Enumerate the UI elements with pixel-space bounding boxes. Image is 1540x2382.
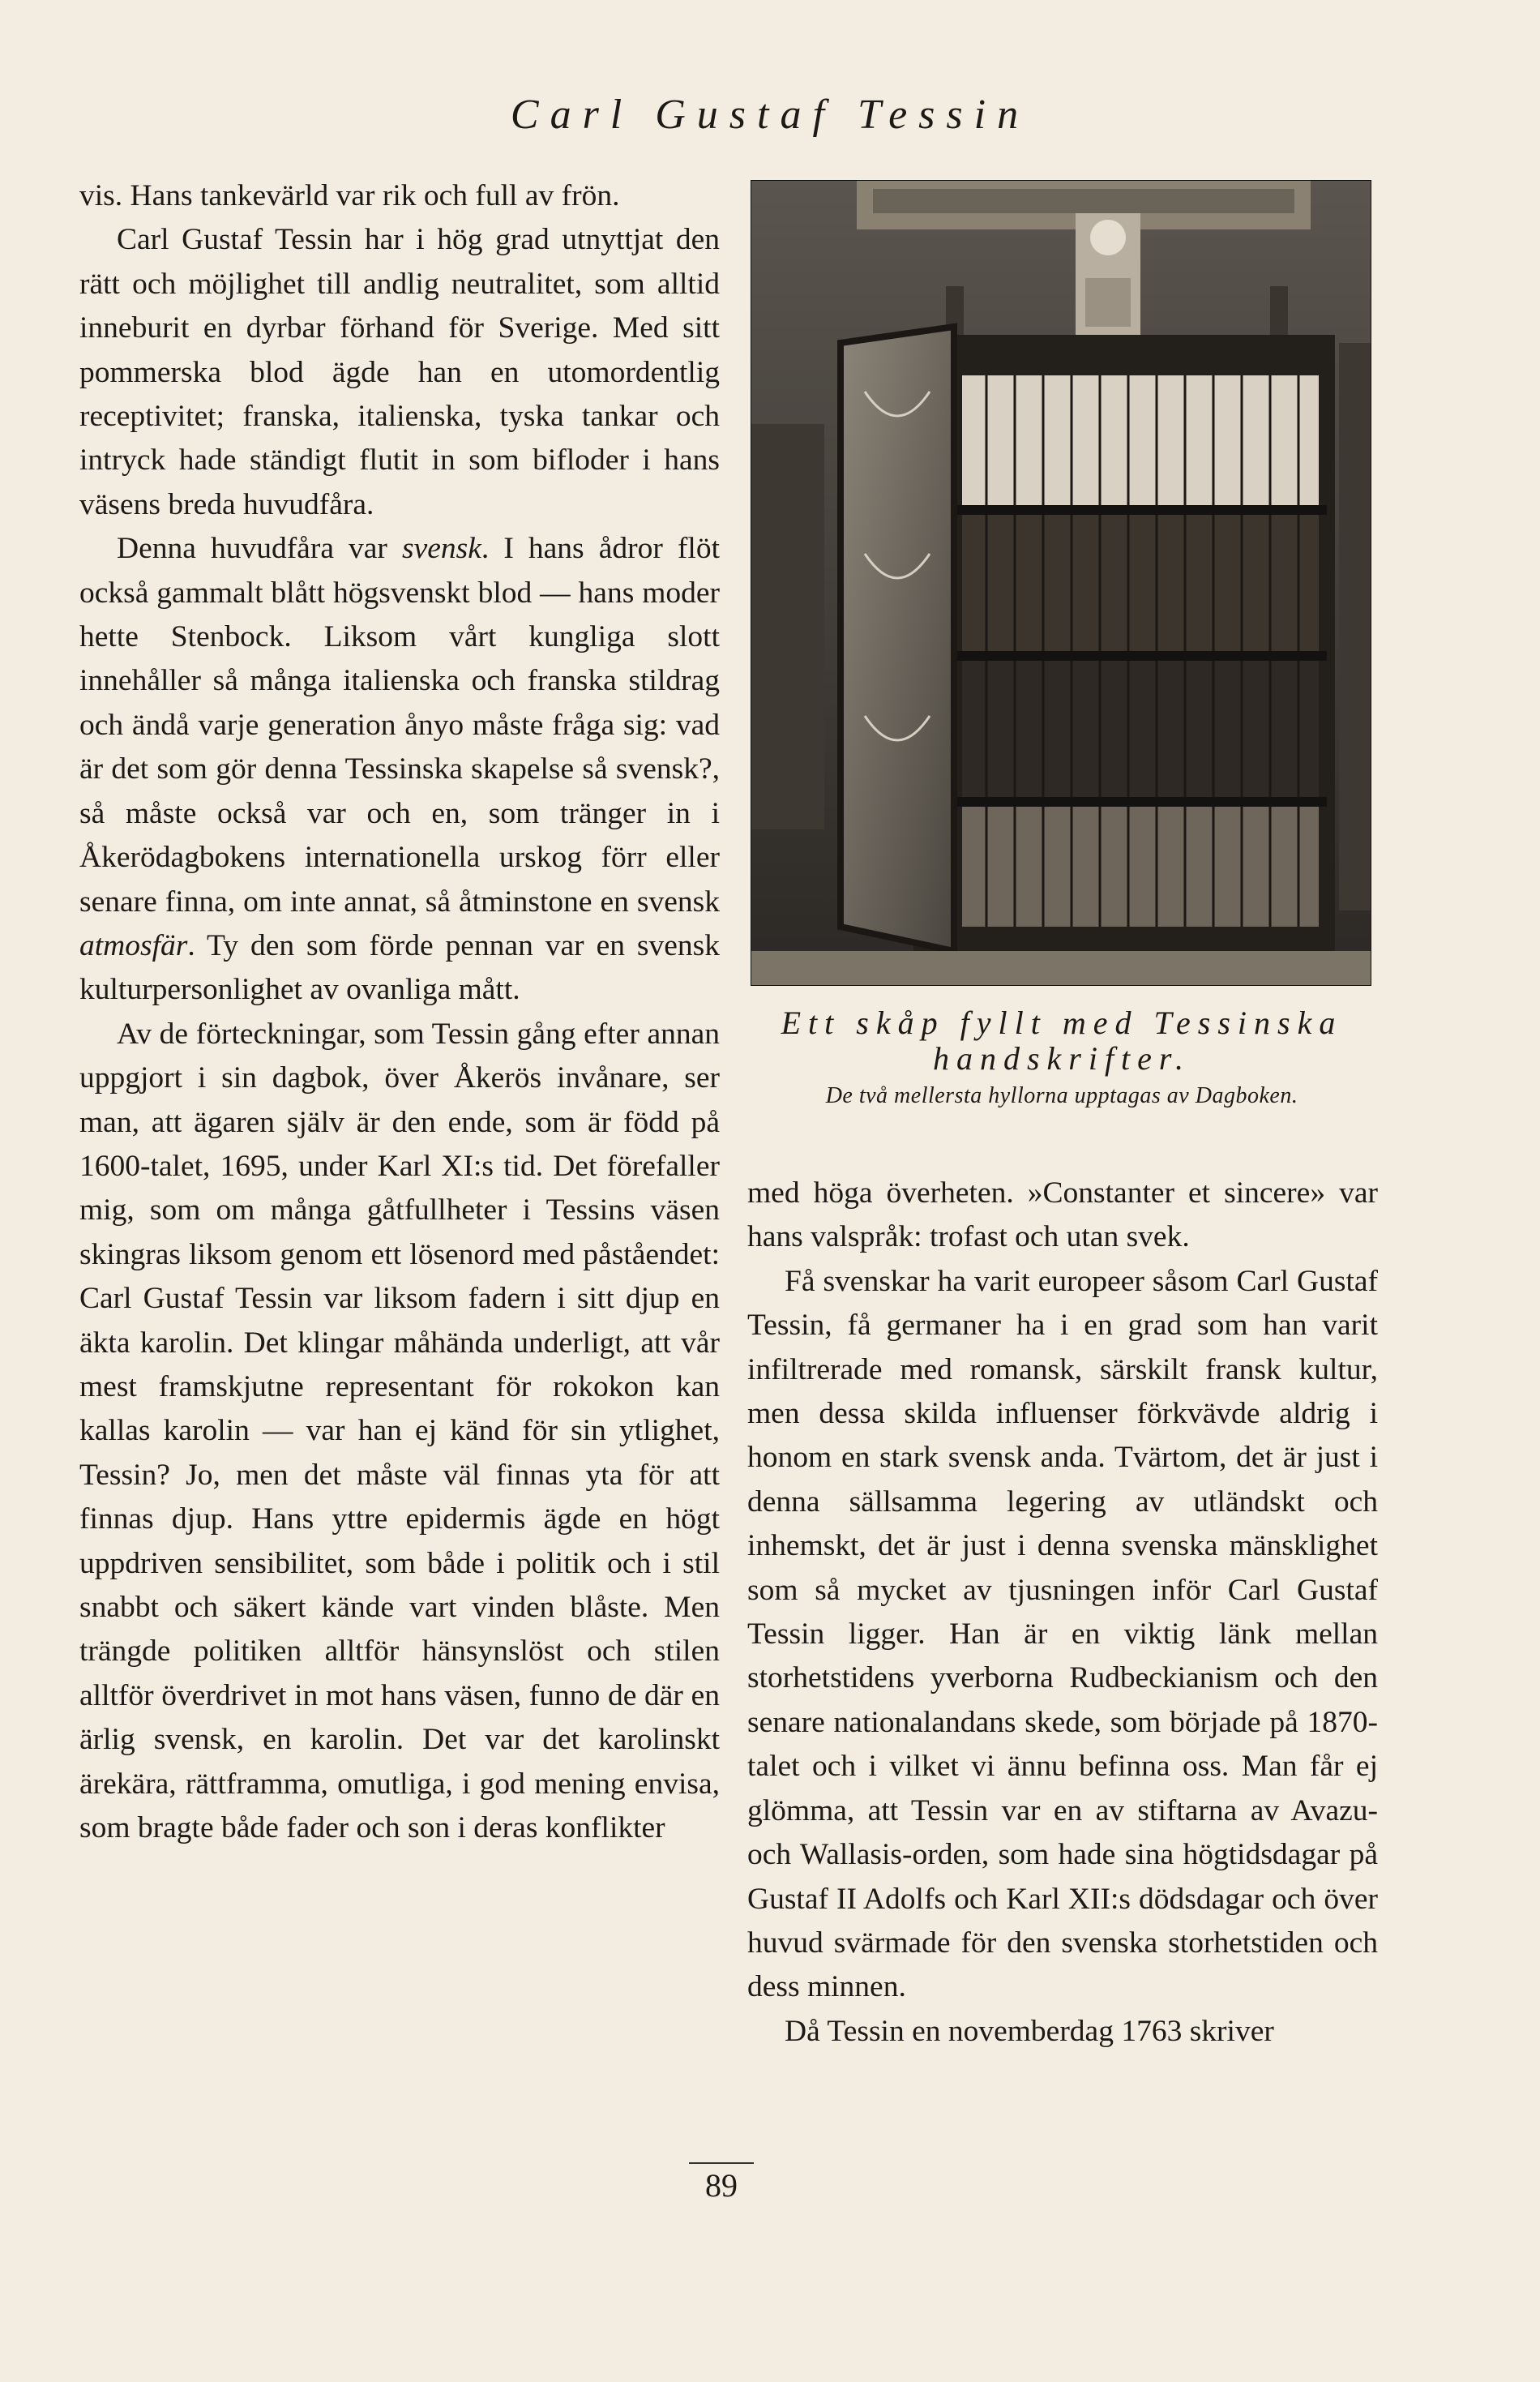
paragraph-3-text-b: . I hans ådror flöt också gammalt blått högsvenskt blod — hans moder hette Stenbock. Liksom vårt kungliga slott innehåller så många italienska och franska stildrag och ändå varje generation ånyo måste fråga sig: vad är det som gör denna Tessinska skapelse så svensk?, så måste också var och en, som tränger in i Åkerödagbokens internationella urskog förr eller senare finna, om inte annat, så åtminstone en svensk [79,532,720,919]
photo-subcaption: De två mellersta hyllorna upptagas av Dagboken. [825,1083,1298,1108]
right-column [747,1172,1378,2054]
paragraph-2: Carl Gustaf Tessin har i hög grad utnyttjat den rätt och möjlighet till andlig neutralitet, som alltid inneburit en dyrbar förhand för Sverige. Med sitt pommerska blod ägde han en utomordentlig receptivitet; franska, italienska, tyska tankar och intryck hade ständigt flutit in som bifloder i hans väsens breda huvudfåra. [79,223,720,521]
paragraph-3-text-c: . Ty den som förde pennan var en svensk kulturpersonlighet av ovanliga mått. [79,928,720,1007]
bookcase-photo [751,180,1371,986]
page-number: 89 [705,2167,738,2204]
paragraph-1: vis. Hans tankevärld var rik och full av frön. [79,179,620,212]
paragraph-3-text-a: Denna huvudfåra var [117,532,403,566]
right-paragraph-2: Få svenskar ha varit europeer såsom Carl Gustaf Tessin, få germaner ha i en grad som han varit infiltrerade med romansk, särskilt fransk kultur, men dessa skilda influenser förkvävde aldrig i honom en stark svensk anda. Tvärtom, det är just i denna sällsamma legering av utländskt och inhemskt, det är just i denna svenska mänsklighet som så mycket av tjusningen inför Carl Gustaf Tessin ligger. Han är en viktig länk mellan storhetstidens yverborna Rudbeckianism och den senare nationalandans skede, som började på 1870-talet och i vilket vi ännu befinna oss. Man får ej glömma, att Tessin var en av stiftarna av Avazu- och Wallasis-orden, som hade sina högtidsdagar på Gustaf II Adolfs och Karl XII:s dödsdagar och över huvud svärmade för den svenska storhetstiden och dess minnen. [747,1264,1378,2004]
photo-caption: Ett skåp fyllt med Tessinska handskrifter. [781,1005,1343,1077]
emphasis-atmosfar: atmosfär [79,928,188,962]
running-head: Carl Gustaf Tessin [510,92,1030,138]
bookcase-illustration [751,181,1371,985]
emphasis-svensk: svensk [402,532,481,566]
paragraph-4: Av de förteckningar, som Tessin gång efter annan uppgjort i sin dagbok, över Åkerös invånare, ser man, att ägaren själv är den ende, som är född på 1600-talet, 1695, under Karl XI:s tid. Det förefaller mig, som om många gåtfullheter i Tessins väsen skingras liksom genom ett lösenord med påståendet: Carl Gustaf Tessin var liksom fadern i sitt djup en äkta karolin. Det klingar måhända underligt, att vår mest framskjutne representant för rokokon kan kallas karolin — var han ej känd för sin ytlighet, Tessin? Jo, men det måste väl finnas yta för att finnas djup. Hans yttre epidermis ägde en högt uppdriven sensibilitet, som både i politik och i stil snabbt och säkert kände vart vinden blåste. Men trängde politiken alltför hänsynslöst och stilen alltför överdrivet in mot hans väsen, funno de där en ärlig svensk, en karolin. Det var det karolinskt ärekära, rättframma, omutliga, i god mening envisa, som bragte både fader och son i deras konflikter [79,1017,720,1845]
paragraph-3 [79,527,720,1012]
right-paragraph-3: Då Tessin en novemberdag 1763 skriver [785,2014,1274,2048]
right-paragraph-1: med höga överheten. »Constanter et sincere» var hans valspråk: trofast och utan svek. [747,1176,1378,1254]
folio-rule [689,2162,754,2164]
left-column [79,174,720,1850]
